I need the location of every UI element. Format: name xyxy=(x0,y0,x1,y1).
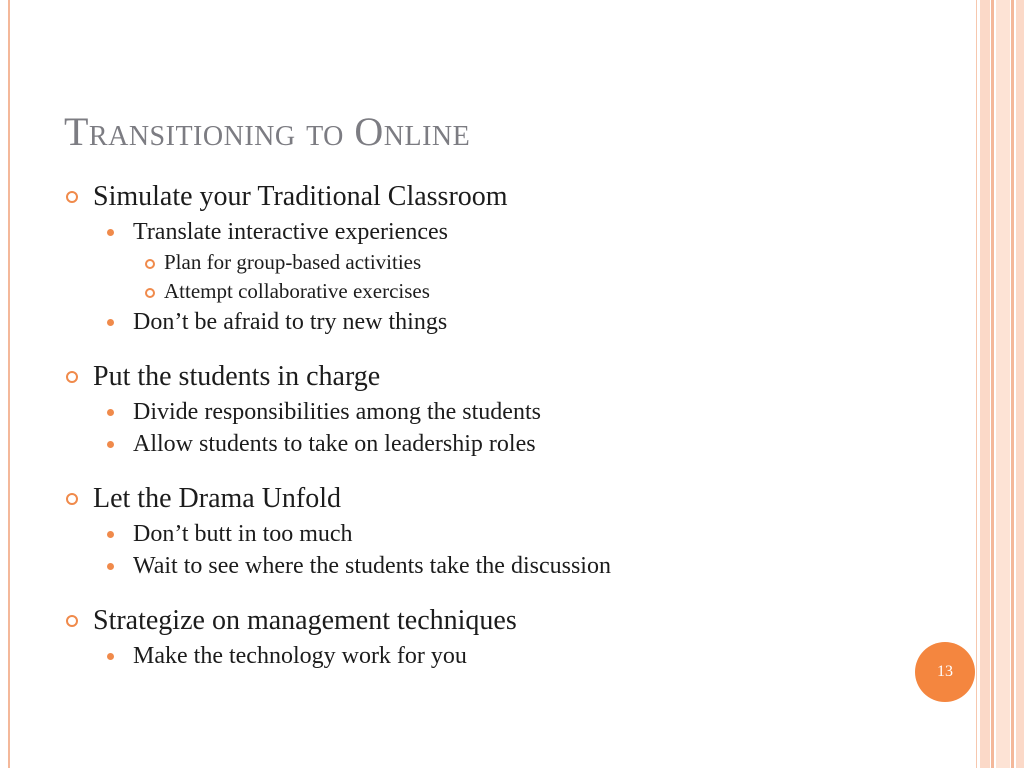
ring-bullet-icon xyxy=(66,191,78,203)
page-number-badge: 13 xyxy=(915,642,975,702)
bullet-text: Strategize on management techniques xyxy=(93,605,517,636)
bullet-level1 xyxy=(64,602,944,640)
bullet-level3 xyxy=(64,248,944,277)
bullet-text: Simulate your Traditional Classroom xyxy=(93,181,508,212)
dot-bullet-icon xyxy=(107,441,114,448)
bullet-text: Make the technology work for you xyxy=(133,643,467,669)
dot-bullet-icon xyxy=(107,531,114,538)
bullet-level1 xyxy=(64,178,944,216)
right-border-stripe xyxy=(980,0,990,768)
dot-bullet-icon xyxy=(107,409,114,416)
bullet-level2 xyxy=(64,640,944,672)
dot-bullet-icon xyxy=(107,563,114,570)
slide-title: Transitioning to Online xyxy=(64,109,471,154)
bullet-level2 xyxy=(64,518,944,550)
bullet-text: Allow students to take on leadership roles xyxy=(133,431,536,457)
ring-bullet-icon xyxy=(145,259,155,269)
bullet-level1 xyxy=(64,358,944,396)
bullet-list xyxy=(64,178,944,672)
right-border-stripe xyxy=(991,0,994,768)
right-border-stripe xyxy=(1016,0,1024,768)
bullet-text: Plan for group-based activities xyxy=(164,250,422,274)
ring-bullet-icon xyxy=(145,288,155,298)
ring-bullet-icon xyxy=(66,615,78,627)
bullet-level2 xyxy=(64,216,944,248)
right-border-stripe xyxy=(976,0,977,768)
bullet-text: Don’t butt in too much xyxy=(133,521,353,547)
bullet-level2 xyxy=(64,306,944,338)
bullet-text: Wait to see where the students take the discussion xyxy=(133,553,611,579)
dot-bullet-icon xyxy=(107,319,114,326)
bullet-text: Divide responsibilities among the students xyxy=(133,399,541,425)
dot-bullet-icon xyxy=(107,229,114,236)
bullet-text: Translate interactive experiences xyxy=(133,219,448,245)
bullet-level2 xyxy=(64,396,944,428)
left-border-line xyxy=(8,0,10,768)
bullet-text: Attempt collaborative exercises xyxy=(164,279,430,303)
dot-bullet-icon xyxy=(107,653,114,660)
ring-bullet-icon xyxy=(66,371,78,383)
bullet-text: Let the Drama Unfold xyxy=(93,483,342,514)
bullet-level2 xyxy=(64,550,944,582)
bullet-level1 xyxy=(64,480,944,518)
bullet-level2 xyxy=(64,428,944,460)
right-border-stripe xyxy=(996,0,1010,768)
ring-bullet-icon xyxy=(66,493,78,505)
right-border-stripe xyxy=(1011,0,1014,768)
bullet-level3 xyxy=(64,277,944,306)
bullet-text: Don’t be afraid to try new things xyxy=(133,309,448,335)
bullet-text: Put the students in charge xyxy=(93,361,381,392)
